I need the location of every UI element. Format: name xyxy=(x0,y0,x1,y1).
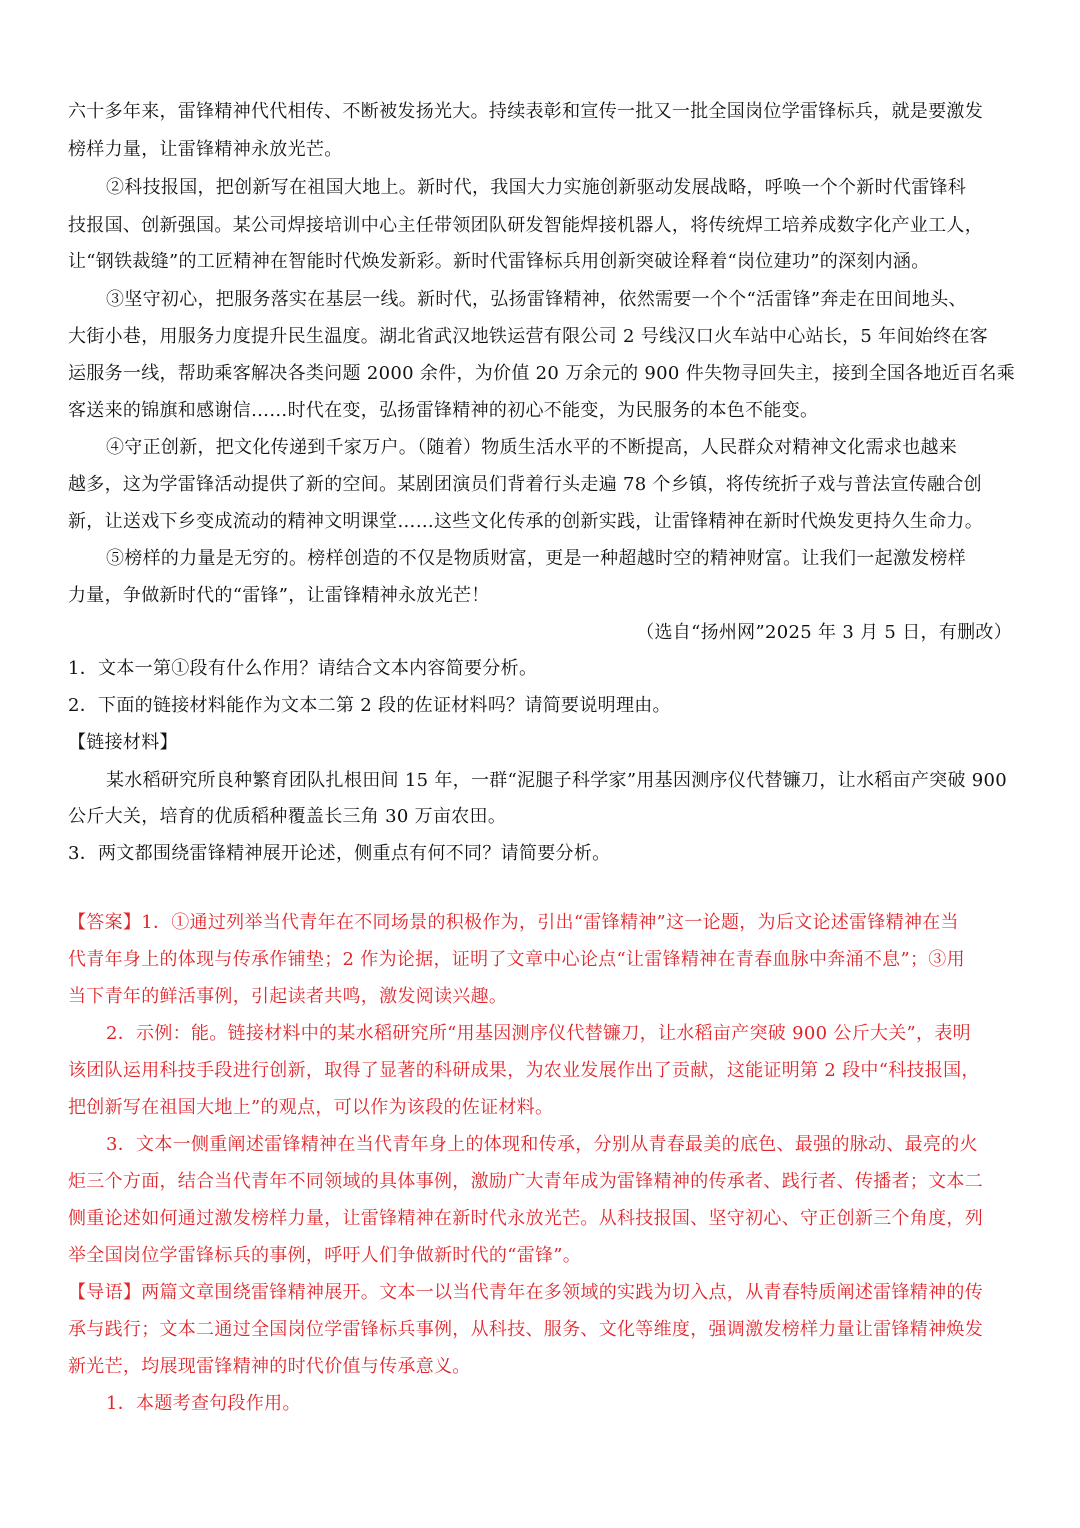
paragraph-2-line: ②科技报国，把创新写在祖国大地上。新时代，我国大力实施创新驱动发展战略，呼唤一个个新时代雷锋科 xyxy=(106,177,967,198)
paragraph-5-line: 力量，争做新时代的“雷锋”，让雷锋精神永放光芒！ xyxy=(68,585,490,606)
answer-1-line: 代青年身上的体现与传承作铺垫；2 作为论据，证明了文章中心论点“让雷锋精神在青春血脉中奔涌不息”；③用 xyxy=(68,949,965,970)
answer-3-line: 举全国岗位学雷锋标兵的事例，呼吁人们争做新时代的“雷锋”。 xyxy=(68,1245,582,1266)
paragraph-2-line: 让“钢铁裁缝”的工匠精神在智能时代焕发新彩。新时代雷锋标兵用创新突破诠释着“岗位建功”的深刻内涵。 xyxy=(68,251,930,272)
link-material-line: 公斤大关，培育的优质稻种覆盖长三角 30 万亩农田。 xyxy=(68,806,507,827)
paragraph-3-line: ③坚守初心，把服务落实在基层一线。新时代，弘扬雷锋精神，依然需要一个个“活雷锋”奔走在田间地头、 xyxy=(106,289,967,310)
paragraph-4-line: ④守正创新，把文化传递到千家万户。（随着）物质生活水平的不断提高，人民群众对精神文化需求也越来 xyxy=(106,437,958,458)
question-3: 3．两文都围绕雷锋精神展开论述，侧重点有何不同？请简要分析。 xyxy=(68,843,611,864)
answer-label: 【答案】 xyxy=(68,912,142,933)
guide-line: 承与践行；文本二通过全国岗位学雷锋标兵事例，从科技、服务、文化等维度，强调激发榜样力量让雷锋精神焕发 xyxy=(68,1319,983,1340)
answer-3-line: 炬三个方面，结合当代青年不同领域的具体事例，激励广大青年成为雷锋精神的传承者、践行者、传播者；文本二 xyxy=(68,1171,983,1192)
paragraph-2-line: 技报国、创新强国。某公司焊接培训中心主任带领团队研发智能焊接机器人，将传统焊工培养成数字化产业工人， xyxy=(68,215,983,236)
paragraph-4-line: 新，让送戏下乡变成流动的精神文明课堂……这些文化传承的创新实践，让雷锋精神在新时代焕发更持久生命力。 xyxy=(68,511,983,532)
paragraph-5-line: ⑤榜样的力量是无穷的。榜样创造的不仅是物质财富，更是一种超越时空的精神财富。让我们一起激发榜样 xyxy=(106,548,967,569)
answer-1-line: 当下青年的鲜活事例，引起读者共鸣，激发阅读兴趣。 xyxy=(68,986,508,1007)
source-citation: （选自“扬州网”2025 年 3 月 5 日，有删改） xyxy=(636,622,1012,643)
paragraph-4-line: 越多，这为学雷锋活动提供了新的空间。某剧团演员们背着行头走遍 78 个乡镇，将传统折子戏与普法宣传融合创 xyxy=(68,474,982,495)
answer-2-line: 把创新写在祖国大地上”的观点，可以作为该段的佐证材料。 xyxy=(68,1097,554,1118)
answer-3-line: 侧重论述如何通过激发榜样力量，让雷锋精神在新时代永放光芒。从科技报国、坚守初心、守正创新三个角度，列 xyxy=(68,1208,983,1229)
guide-sub-1: 1．本题考查句段作用。 xyxy=(106,1393,301,1414)
answer-2-line: 2．示例：能。链接材料中的某水稻研究所“用基因测序仪代替镰刀，让水稻亩产突破 900 公斤大关”，表明 xyxy=(106,1023,971,1044)
guide-line: 新光芒，均展现雷锋精神的时代价值与传承意义。 xyxy=(68,1356,471,1377)
link-material-line: 某水稻研究所良种繁育团队扎根田间 15 年，一群“泥腿子科学家”用基因测序仪代替镰刀，让水稻亩产突破 900 xyxy=(106,770,1008,791)
answer-1-line: 【答案】1．①通过列举当代青年在不同场景的积极作为，引出“雷锋精神”这一论题，为后文论述雷锋精神在当 xyxy=(68,912,959,933)
paragraph-3-line: 大街小巷，用服务力度提升民生温度。湖北省武汉地铁运营有限公司 2 号线汉口火车站中心站长，5 年间始终在客 xyxy=(68,326,988,347)
answer-3-line: 3．文本一侧重阐述雷锋精神在当代青年身上的体现和传承，分别从青春最美的底色、最强的脉动、最亮的火 xyxy=(106,1134,978,1155)
question-2: 2．下面的链接材料能作为文本二第 2 段的佐证材料吗？请简要说明理由。 xyxy=(68,695,671,716)
passage-line: 六十多年来，雷锋精神代代相传、不断被发扬光大。持续表彰和宣传一批又一批全国岗位学雷锋标兵，就是要激发 xyxy=(68,101,983,122)
guide-label: 【导语】 xyxy=(68,1282,142,1303)
answer-2-line: 该团队运用科技手段进行创新，取得了显著的科研成果，为农业发展作出了贡献，这能证明第 2 段中“科技报国， xyxy=(68,1060,980,1081)
paragraph-3-line: 客送来的锦旗和感谢信……时代在变，弘扬雷锋精神的初心不能变，为民服务的本色不能变。 xyxy=(68,400,819,421)
paragraph-3-line: 运服务一线，帮助乘客解决各类问题 2000 余件，为价值 20 万余元的 900 件失物寻回失主，接到全国各地近百名乘 xyxy=(68,363,1016,384)
question-1: 1．文本一第①段有什么作用？请结合文本内容简要分析。 xyxy=(68,658,538,679)
guide-line: 【导语】两篇文章围绕雷锋精神展开。文本一以当代青年在多领域的实践为切入点，从青春特质阐述雷锋精神的传 xyxy=(68,1282,983,1303)
link-material-title: 【链接材料】 xyxy=(68,732,178,753)
passage-line: 榜样力量，让雷锋精神永放光芒。 xyxy=(68,139,343,160)
